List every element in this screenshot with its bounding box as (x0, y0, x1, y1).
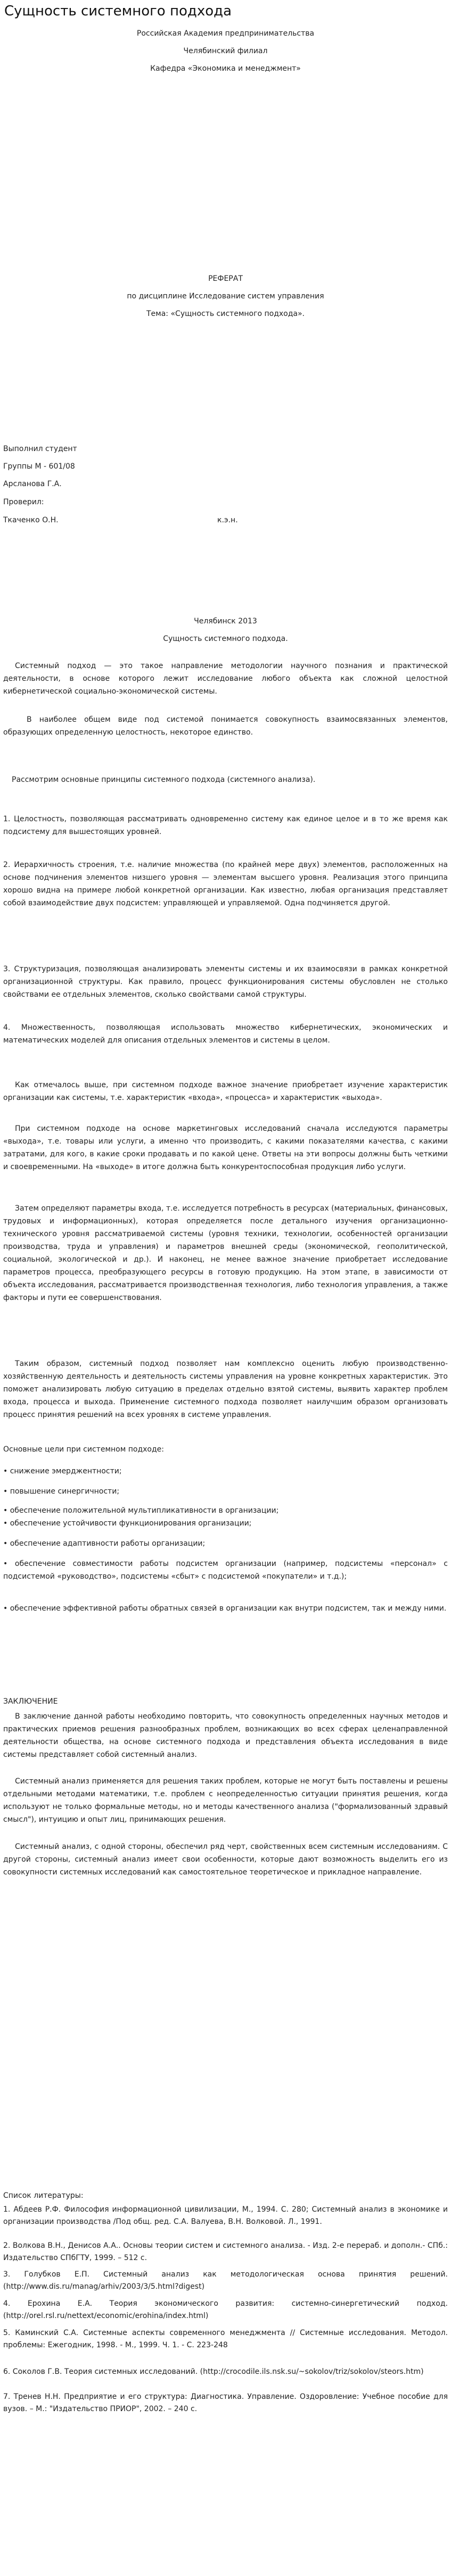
teacher-name: Ткаченко О.Н. (3, 516, 59, 524)
paragraph: Системный подход — это такое направление методологии научного познания и практической деятельности, в основе которого лежит исследование любого объекта как сложной целостной кибернетической социально-экономической системы. (3, 662, 448, 696)
literature-item: 3. Голубков Е.П. Системный анализ как методологическая основа принятия решений. (http://www.dis.ru/manag/arhiv/2003/3/5.html?digest) (3, 2270, 448, 2291)
paragraph: Затем определяют параметры входа, т.е. исследуется потребность в ресурсах (материальных, финансовых, трудовых и информационных), которая определяется после детального изучения организационно-технического уровня рассматриваемой системы (уровня техники, технологии, особенностей организации производства, труда и управления) и параметров внешней среды (экономической, геополитической, социальной, экологической и др.). И наконец, не менее важное значение приобретает исследование параметров процесса, преобразующего ресурсы в готовую продукцию. На этом этапе, в зависимости от объекта исследования, рассматривается производственная технология, либо технология управления, а также факторы и пути ее совершенствования. (3, 1204, 448, 1302)
principle-item: 1. Целостность, позволяющая рассматривать одновременно систему как единое целое и в то же время как подсистему для вышестоящих уровней. (3, 815, 448, 836)
paragraph: В наиболее общем виде под системой понимается совокупность взаимосвязанных элементов, образующих определенную целостность, некоторое единство. (3, 715, 448, 737)
literature-item: 1. Абдеев Р.Ф. Философия информационной цивилизации, М., 1994. С. 280; Системный анализ в экономике и организации производства /Под общ. ред. С.А. Валуева, В.Н. Волковой. Л., 1991. (3, 2205, 448, 2226)
academy-name: Российская Академия предпринимательства (136, 29, 315, 38)
paragraph: Рассмотрим основные принципы системного подхода (системного анализа). (12, 776, 316, 784)
city-year: Челябинск 2013 (194, 617, 257, 626)
goal-item: • обеспечение совместимости работы подсистем организации (например, подсистемы «персонал» с подсистемой «руководство», подсистемы «сбыт» с подсистемой «покупатели» и т.д.); (3, 1560, 448, 1581)
conclusion-heading: ЗАКЛЮЧЕНИЕ (3, 1697, 58, 1706)
principle-item: 2. Иерархичность строения, т.е. наличие множества (по крайней мере двух) элементов, расположенных на основе подчинения элементов низшего уровня — элементам высшего уровня. Реализация этого принципа хорошо видна на примере любой конкретной организации. Как известно, любая организация представляет собой взаимодействие двух подсистем: управляющей и управляемой. Одна подчиняется другой. (3, 861, 448, 907)
goal-item: • обеспечение устойчивости функционирования организации; (3, 1519, 252, 1528)
paragraph: Системный анализ применяется для решения таких проблем, которые не могут быть поставлены и решены отдельными методами математики, т.е. проблем с неопределенностью ситуации принятия решения, когда используют не только формальные методы, но и методы качественного анализа ("формализованный здравый смысл"), интуицию и опыт лиц, принимающих решения. (3, 1777, 448, 1824)
paragraph: При системном подходе на основе маркетинговых исследований сначала исследуются параметры «выхода», т.е. товары или услуги, а именно что производить, с какими показателями качества, с какими затратами, для кого, в какие сроки продавать и по какой цене. Ответы на эти вопросы должны быть четкими и своевременными. На «выходе» в итоге должна быть конкурентоспособная продукция либо услуги. (3, 1124, 448, 1171)
section-subtitle: Сущность системного подхода. (163, 635, 288, 643)
discipline-line: по дисциплине Исследование систем управления (127, 292, 324, 301)
goal-item: • обеспечение эффективной работы обратных связей в организации как внутри подсистем, так и между ними. (3, 1604, 447, 1613)
goal-item: • снижение эмерджентности; (3, 1467, 122, 1475)
goal-item: • обеспечение положительной мультипликативности в организации; (3, 1506, 279, 1515)
principle-item: 4. Множественность, позволяющая использовать множество кибернетических, экономических и математических моделей для описания отдельных элементов и системы в целом. (3, 1023, 448, 1045)
topic-line: Тема: «Сущность системного подхода». (146, 310, 305, 318)
completed-by-label: Выполнил студент (3, 445, 77, 453)
department-name: Кафедра «Экономика и менеджмент» (150, 64, 301, 73)
paragraph: Как отмечалось выше, при системном подходе важное значение приобретает изучение характеристик организации как системы, т.е. характеристик «входа», «процесса» и характеристик «выхода». (3, 1081, 448, 1102)
page-title: Сущность системного подхода (4, 3, 232, 19)
student-name: Арсланова Г.А. (3, 480, 62, 488)
paragraph: Системный анализ, с одной стороны, обеспечил ряд черт, свойственных всем системным исследованиям. С другой стороны, системный анализ имеет свои особенности, которые дают возможность выделить его из совокупности системных исследований как самостоятельное теоретическое и прикладное направление. (3, 1843, 448, 1877)
branch-name: Челябинский филиал (183, 47, 268, 55)
literature-heading: Список литературы: (3, 2191, 84, 2200)
report-label: РЕФЕРАТ (208, 274, 243, 283)
goals-heading: Основные цели при системном подходе: (3, 1445, 164, 1454)
teacher-degree: к.э.н. (217, 516, 238, 524)
paragraph: В заключение данной работы необходимо повторить, что совокупность определенных научных методов и практических приемов решения разнообразных проблем, возникающих во всех сферах целенаправленной деятельности общества, на основе системного подхода и представления объекта исследования в виде системы представляет собой системный анализ. (3, 1712, 448, 1759)
literature-item: 2. Волкова В.Н., Денисов А.А.. Основы теории систем и системного анализа. - Изд. 2-е перераб. и дополн.- СПб.: Издательство СПбГТУ, 1999. – 512 с. (3, 2241, 448, 2262)
literature-item: 6. Соколов Г.В. Теория системных исследований. (http://crocodile.ils.nsk.su/~sokolov/triz/sokolov/steors.htm) (3, 2367, 424, 2376)
literature-item: 7. Тренев Н.Н. Предприятие и его структура: Диагностика. Управление. Оздоровление: Учебное пособие для вузов. – М.: "Издательство ПРИОР", 2002. – 240 с. (3, 2392, 448, 2413)
goal-item: • обеспечение адаптивности работы организации; (3, 1539, 206, 1548)
group-line: Группы М - 601/08 (3, 462, 75, 471)
principle-item: 3. Структуризация, позволяющая анализировать элементы системы и их взаимосвязи в рамках конкретной организационной структуры. Как правило, процесс функционирования системы обусловлен не столько свойствами ее отдельных элементов, сколько свойствами самой структуры. (3, 965, 448, 999)
literature-item: 4. Ерохина Е.А. Теория экономического развития: системно-синергетический подход. (http://orel.rsl.ru/nettext/economic/erohina/index.html) (3, 2299, 448, 2320)
checked-by-label: Проверил: (3, 498, 44, 506)
literature-item: 5. Каминский С.А. Системные аспекты современного менеджмента // Системные исследования. Методол. проблемы: Ежегодник, 1998. - М., 1999. Ч. 1. - С. 223-248 (3, 2329, 448, 2349)
paragraph: Таким образом, системный подход позволяет нам комплексно оценить любую производственно-хозяйственную деятельность и деятельность системы управления на уровне конкретных характеристик. Это поможет анализировать любую ситуацию в пределах отдельно взятой системы, выявить характер проблем входа, процесса и выхода. Применение системного подхода позволяет наилучшим образом организовать процесс принятия решений на всех уровнях в системе управления. (3, 1360, 448, 1419)
goal-item: • повышение синергичности; (3, 1487, 120, 1496)
